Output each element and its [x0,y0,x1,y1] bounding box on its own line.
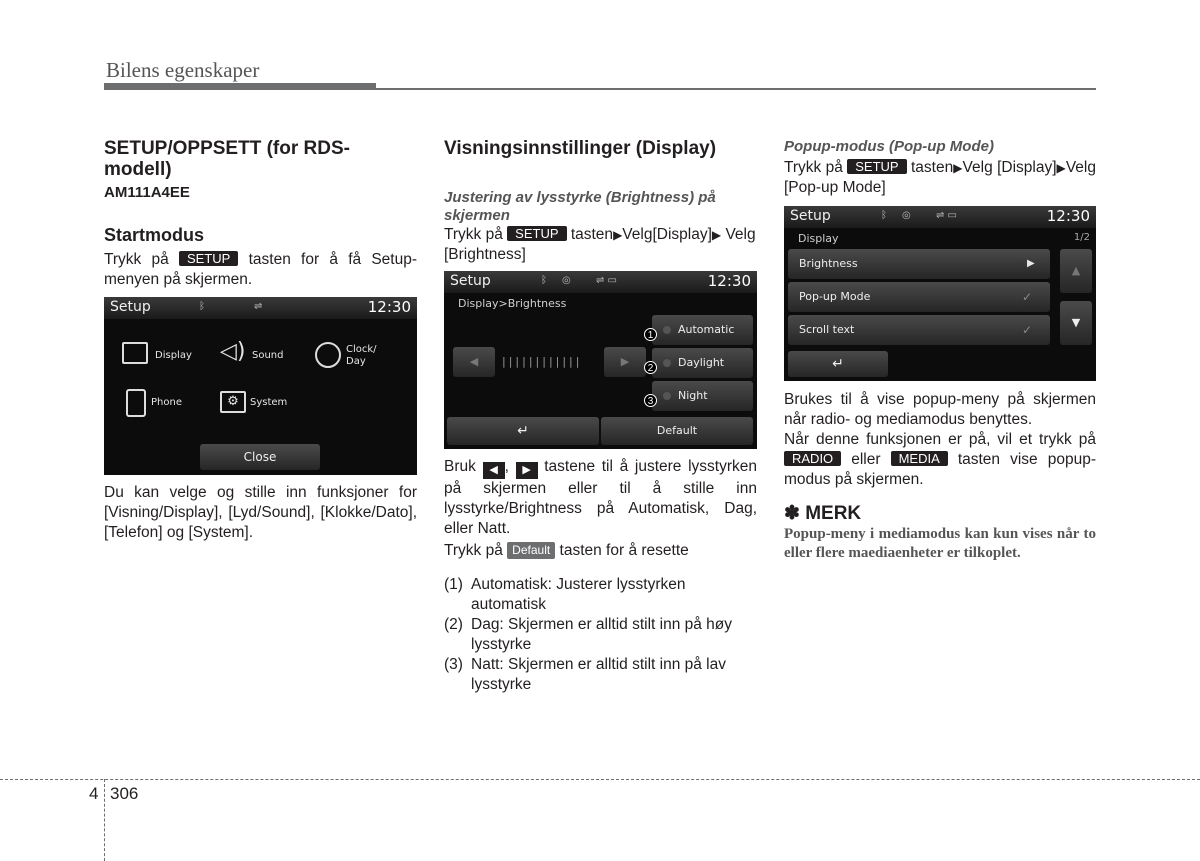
list-item: (2) Dag: Skjermen er alltid stilt inn på høy lysstyrke [444,616,733,653]
screen-page: 1/2 [1073,232,1090,243]
footer-divider [104,779,105,861]
column-2 [444,138,757,695]
usb-icon: ⇌ ▭ [596,275,618,286]
chapter-number: 4 [89,784,99,803]
screen-time: 12:30 [367,298,411,316]
section-code: AM111A4EE [104,184,190,201]
screen-section: Display [798,232,839,245]
radio-indicator [663,326,671,334]
radio-indicator [663,392,671,400]
menu-phone: Phone [151,397,182,408]
arrow-right-icon: ▶ [953,161,963,175]
usb-icon: ⇌ ▭ [936,210,958,221]
media-key-chip: MEDIA [891,451,948,466]
setup-key-chip: SETUP [507,226,566,241]
popup-radio-media-text: Når denne funksjonen er på, vil et trykk på RADIO eller MEDIA tasten vise popup-modus på skjermen. [784,431,1096,488]
left-arrow-key-icon: ◀ [483,462,505,479]
bluetooth-icon: ᛒ [199,301,205,312]
brightness-row: Brightness [788,249,1050,279]
header-rule-thick [104,83,376,90]
arrow-right-icon: ▶ [1056,161,1066,175]
popup-sub-heading: Popup-modus (Pop-up Mode) [784,138,994,155]
note-text: Popup-meny i mediamodus kan kun vises når to eller flere maediaenheter er tilkoplet. [784,526,1096,561]
screen-title: Setup [450,273,491,289]
section-heading: SETUP/OPPSETT (for RDS-modell) [104,138,350,180]
disc-icon: ◎ [562,275,571,286]
brightness-increase-button: ▶ [604,347,646,377]
screen-title: Setup [790,208,831,224]
arrow-keys-text: Bruk ◀ , ▶ tastene til å justere lysstyrken på skjermen eller til å stille inn lysstyrke/Brightness på Automatisk, Dag, eller Natt. [444,458,758,537]
scroll-up-button: ▲ [1060,249,1092,293]
setup-key-chip: SETUP [847,159,906,174]
brightness-screen-image [444,271,757,449]
screen-title: Setup [110,299,151,315]
display-icon [122,342,148,364]
arrow-right-icon: ▶ [711,228,722,242]
usb-icon: ⇌ [254,301,263,312]
screen-time: 12:30 [1046,207,1090,225]
system-icon: ⚙ [220,391,246,413]
menu-display: Display [155,350,192,361]
setup-key-chip: SETUP [179,251,238,266]
callout-2: 2 [644,361,657,374]
running-header: Bilens egenskaper [106,58,260,82]
daylight-option: Daylight [652,348,753,378]
menu-sound: Sound [252,350,284,361]
radio-indicator [663,359,671,367]
popup-screen-image [784,206,1096,381]
list-item: (1) Automatisk: Justerer lysstyrken automatisk [444,576,686,613]
scroll-down-button: ▼ [1060,301,1092,345]
back-icon: ↵ [788,351,888,377]
brightness-instructions: Trykk på SETUP tasten▶Velg[Display]▶ Velg [Brightness] [444,226,756,263]
disc-icon: ◎ [902,210,911,221]
footer-rule [0,779,1200,780]
default-key-chip: Default [507,542,555,559]
screen-time: 12:30 [707,272,751,290]
bluetooth-icon: ᛒ [541,275,547,286]
header-rule-thin [376,88,1096,90]
radio-key-chip: RADIO [784,451,841,466]
check-icon: ✓ [1022,290,1033,304]
clock-icon [315,342,341,368]
brightness-modes-list [444,575,757,695]
bluetooth-icon: ᛒ [881,210,887,221]
brightness-decrease-button: ◀ [453,347,495,377]
screen-breadcrumb: Display>Brightness [458,297,567,310]
list-item: (3) Natt: Skjermen er alltid stilt inn på lav lysstyrke [444,656,726,693]
setup-screen-image [104,297,417,475]
menu-system: System [250,397,288,408]
play-icon: ▶ [1027,258,1035,269]
display-heading: Visningsinnstillinger (Display) [444,138,717,159]
right-arrow-key-icon: ▶ [516,462,538,479]
close-button: Close [200,444,320,470]
back-icon: ↵ [447,417,599,445]
note-title: ✽ MERK [784,503,862,524]
startmodus-text: Trykk på SETUP tasten for å få Setup-menyen på skjermen. [104,251,418,288]
check-icon: ✓ [1022,323,1033,337]
popup-mode-row: Pop-up Mode [788,282,1050,312]
phone-icon [126,389,146,417]
scroll-text-row: Scroll text [788,315,1050,345]
menu-clock: Clock/ Day [346,344,377,367]
callout-3: 3 [644,394,657,407]
brightness-slider: |||||||||||| [502,355,583,368]
sub-heading: Startmodus [104,225,205,245]
brightness-sub-heading: Justering av lysstyrke (Brightness) på skjermen [444,189,716,224]
automatic-option: Automatic [652,315,753,345]
night-option: Night [652,381,753,411]
default-text: Trykk på Default tasten for å resette [444,542,689,559]
popup-description: Brukes til å vise popup-meny på skjermen når radio- og mediamodus benyttes. [784,391,1096,428]
default-button: Default [601,417,753,445]
column-3 [784,138,1096,563]
page-number: 306 [110,784,139,803]
setup-description: Du kan velge og stille inn funksjoner for [Visning/Display], [Lyd/Sound], [Klokke/Dato], [Telefon] og [System]. [104,484,417,541]
sound-icon: ◁) [220,339,246,364]
arrow-right-icon: ▶ [613,228,623,242]
callout-1: 1 [644,328,657,341]
column-1 [104,138,417,543]
popup-instructions: Trykk på SETUP tasten▶Velg [Display]▶Velg [Pop-up Mode] [784,159,1096,196]
